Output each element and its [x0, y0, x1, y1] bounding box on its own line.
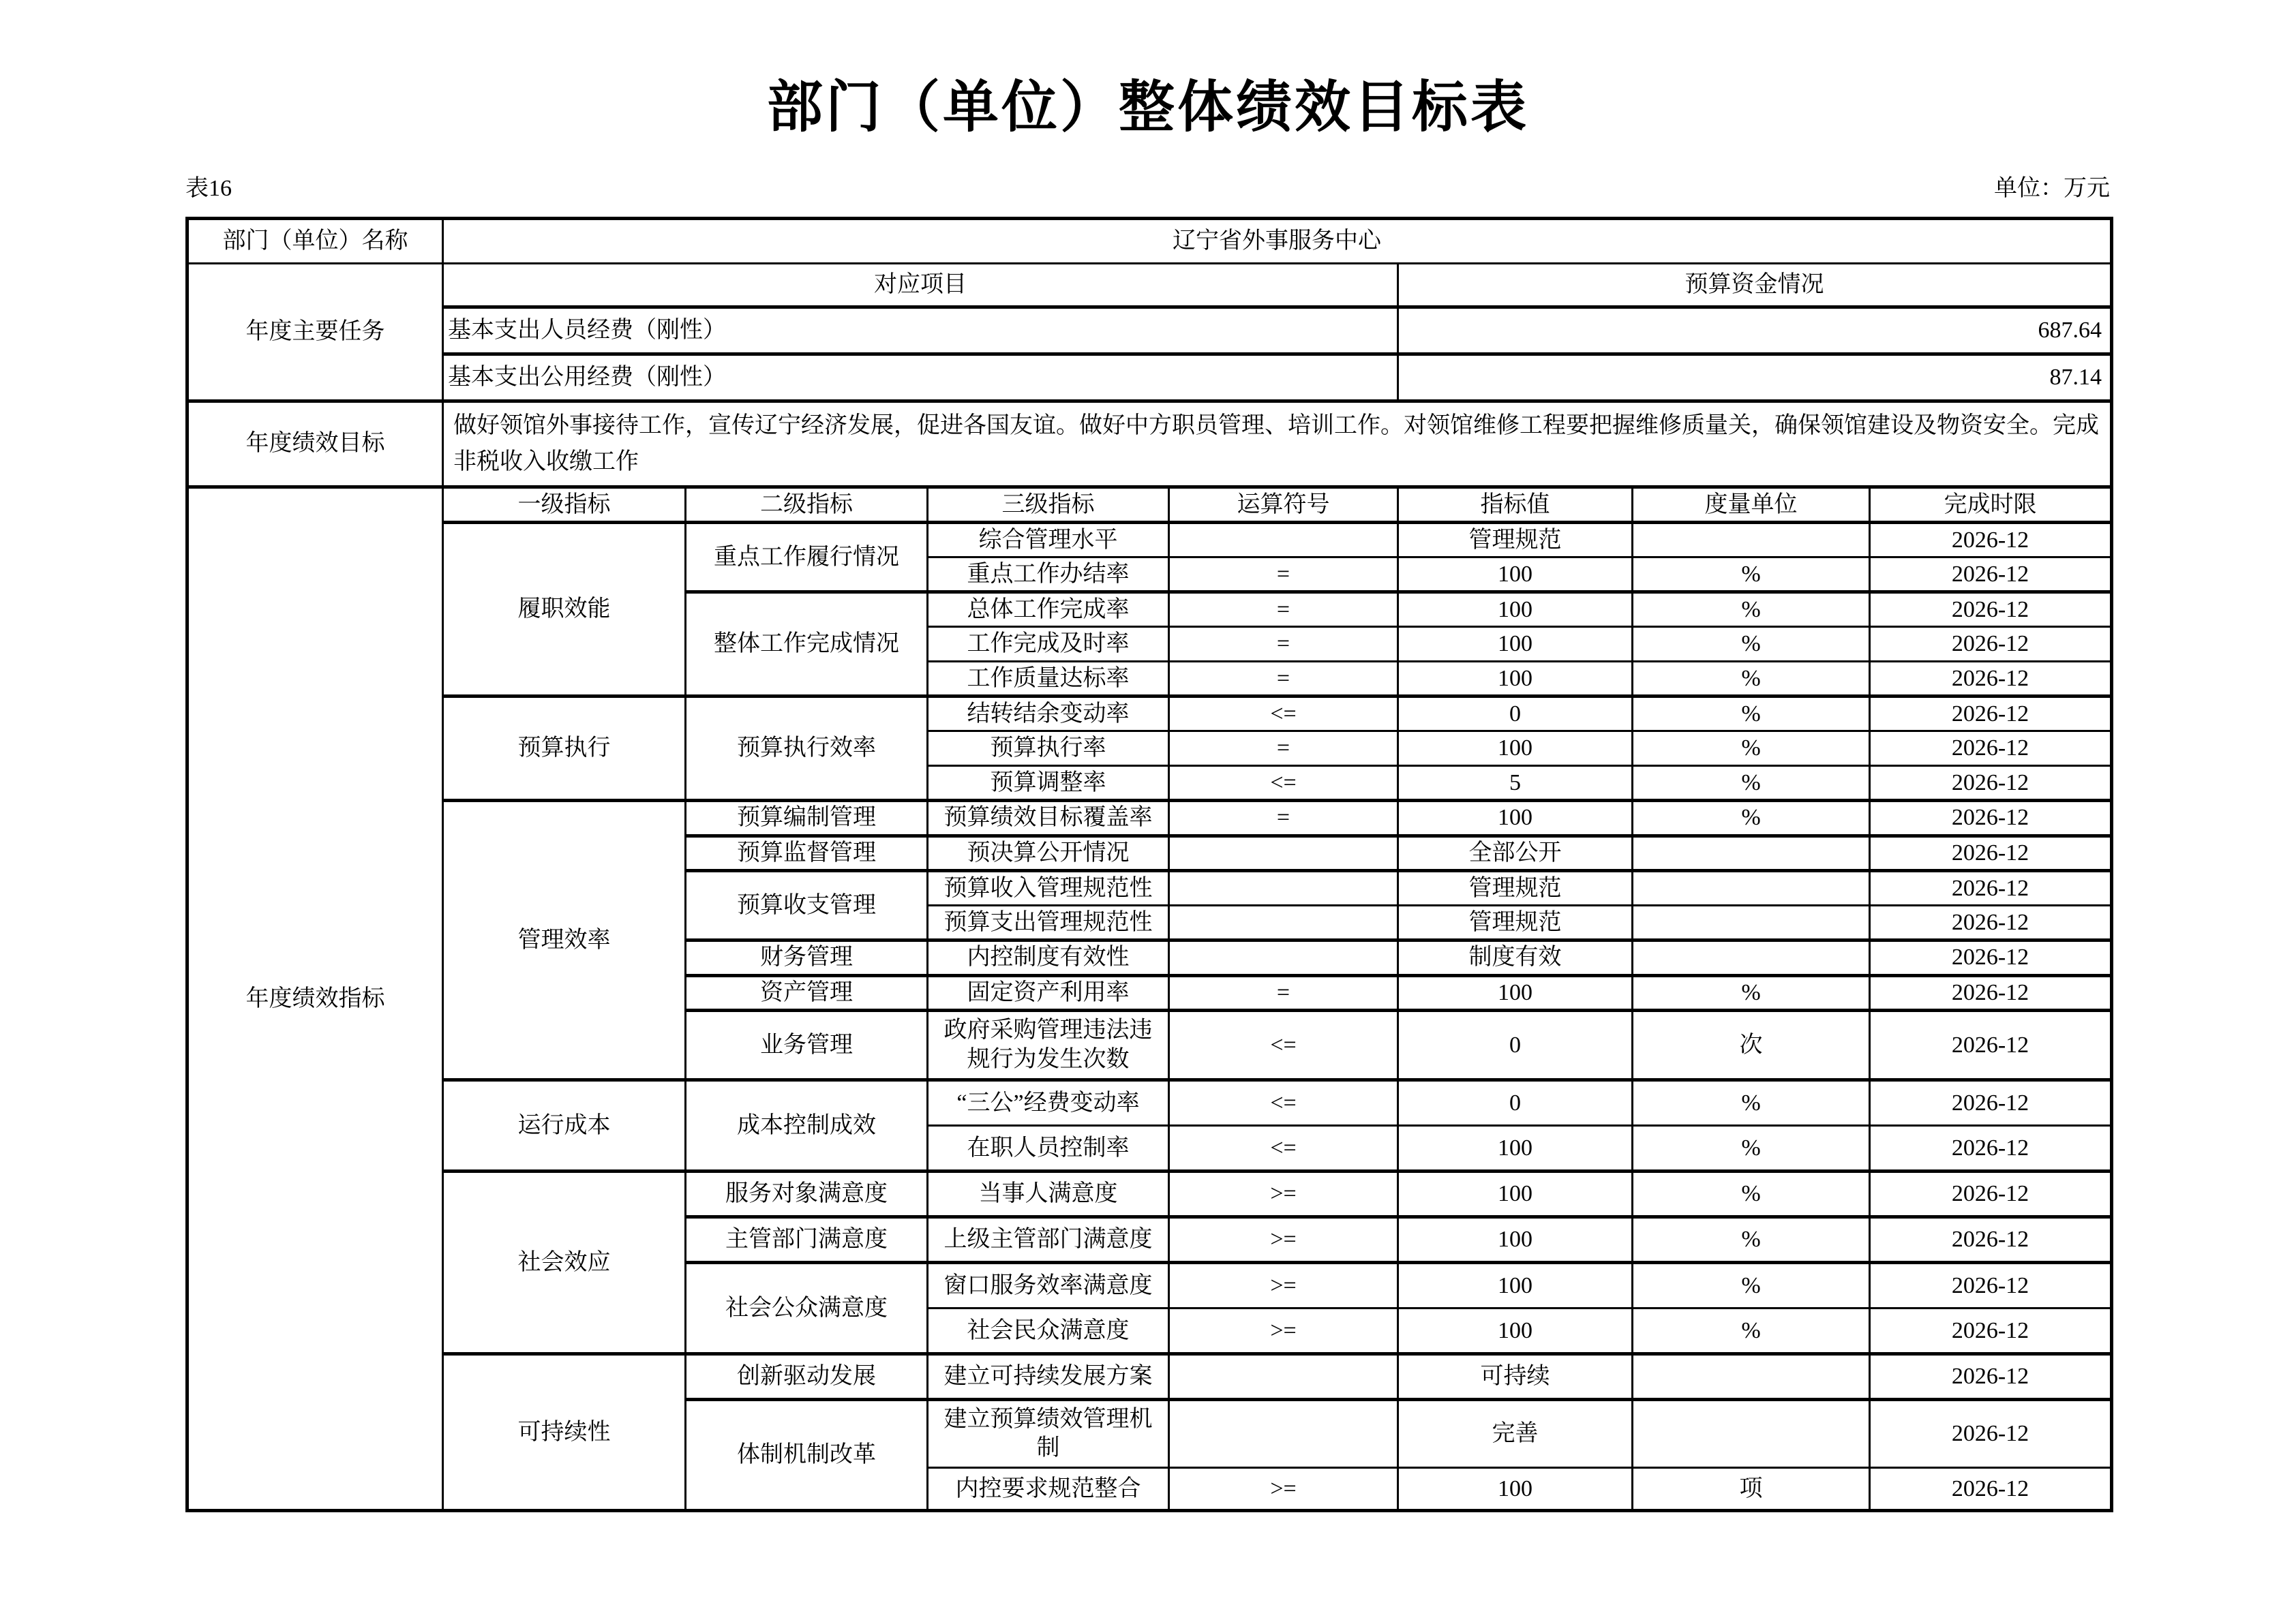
unit: % [1633, 1080, 1870, 1126]
l3-indicator: 政府采购管理违法违规行为发生次数 [928, 1011, 1169, 1080]
l3-indicator: 内控制度有效性 [928, 940, 1169, 976]
target-value: 可持续 [1398, 1354, 1633, 1400]
unit: % [1633, 592, 1870, 627]
goal-text: 做好领馆外事接待工作，宣传辽宁经济发展，促进各国友谊。做好中方职员管理、培训工作。对领馆维修工程要把握维修质量关，确保领馆建设及物资安全。完成非税收入收缴工作 [443, 401, 2112, 487]
task-budget: 87.14 [1398, 354, 2112, 401]
operator: <= [1169, 766, 1398, 801]
l3-indicator: 上级主管部门满意度 [928, 1217, 1169, 1263]
deadline: 2026-12 [1870, 662, 2112, 697]
meta-row [185, 169, 2110, 202]
target-value: 0 [1398, 1011, 1633, 1080]
l2-indicator: 社会公众满意度 [686, 1263, 928, 1354]
dept-name-row [187, 219, 2112, 264]
operator [1169, 871, 1398, 906]
indicator-row [187, 1354, 2112, 1400]
deadline: 2026-12 [1870, 697, 2112, 731]
deadline: 2026-12 [1870, 557, 2112, 592]
col-header-op: 运算符号 [1169, 487, 1398, 523]
operator: >= [1169, 1309, 1398, 1354]
unit: % [1633, 662, 1870, 697]
tasks-label: 年度主要任务 [187, 264, 443, 401]
deadline: 2026-12 [1870, 1126, 2112, 1172]
l2-indicator: 创新驱动发展 [686, 1354, 928, 1400]
unit [1633, 906, 1870, 940]
target-value: 100 [1398, 801, 1633, 836]
l2-indicator: 资产管理 [686, 975, 928, 1011]
deadline: 2026-12 [1870, 940, 2112, 976]
l3-indicator: 预算执行率 [928, 731, 1169, 766]
l3-indicator: 社会民众满意度 [928, 1309, 1169, 1354]
target-value: 100 [1398, 1263, 1633, 1309]
l3-indicator: 结转结余变动率 [928, 697, 1169, 731]
task-project: 基本支出公用经费（刚性） [443, 354, 1398, 401]
unit: % [1633, 801, 1870, 836]
l1-indicator: 社会效应 [443, 1172, 686, 1354]
deadline: 2026-12 [1870, 731, 2112, 766]
l3-indicator: “三公”经费变动率 [928, 1080, 1169, 1126]
target-value: 制度有效 [1398, 940, 1633, 976]
l3-indicator: 在职人员控制率 [928, 1126, 1169, 1172]
unit: % [1633, 1263, 1870, 1309]
deadline: 2026-12 [1870, 975, 2112, 1011]
l1-indicator: 运行成本 [443, 1080, 686, 1172]
task-row [187, 307, 2112, 354]
deadline: 2026-12 [1870, 523, 2112, 557]
l1-indicator: 可持续性 [443, 1354, 686, 1511]
operator: = [1169, 801, 1398, 836]
deadline: 2026-12 [1870, 801, 2112, 836]
unit [1633, 940, 1870, 976]
col-header-deadline: 完成时限 [1870, 487, 2112, 523]
l3-indicator: 工作完成及时率 [928, 627, 1169, 662]
operator [1169, 523, 1398, 557]
indicator-row [187, 801, 2112, 836]
l3-indicator: 综合管理水平 [928, 523, 1169, 557]
target-value: 100 [1398, 1217, 1633, 1263]
target-value: 管理规范 [1398, 906, 1633, 940]
unit [1633, 836, 1870, 871]
unit: 项 [1633, 1468, 1870, 1511]
target-value: 100 [1398, 1126, 1633, 1172]
l2-indicator: 业务管理 [686, 1011, 928, 1080]
unit-note: 单位：万元 [1994, 176, 2110, 201]
col-header-l3: 三级指标 [928, 487, 1169, 523]
dept-name-value: 辽宁省外事服务中心 [443, 219, 2112, 264]
col-header-unit: 度量单位 [1633, 487, 1870, 523]
l2-indicator: 成本控制成效 [686, 1080, 928, 1172]
deadline: 2026-12 [1870, 906, 2112, 940]
unit: % [1633, 627, 1870, 662]
l1-indicator: 预算执行 [443, 697, 686, 801]
l3-indicator: 工作质量达标率 [928, 662, 1169, 697]
l3-indicator: 建立可持续发展方案 [928, 1354, 1169, 1400]
target-value: 全部公开 [1398, 836, 1633, 871]
page-title: 部门（单位）整体绩效目标表 [766, 76, 1529, 138]
operator: = [1169, 975, 1398, 1011]
target-value: 完善 [1398, 1400, 1633, 1468]
target-value: 100 [1398, 731, 1633, 766]
unit: % [1633, 1126, 1870, 1172]
task-row [187, 354, 2112, 401]
unit: % [1633, 731, 1870, 766]
operator [1169, 836, 1398, 871]
target-value: 5 [1398, 766, 1633, 801]
indicator-row [187, 1080, 2112, 1126]
l2-indicator: 财务管理 [686, 940, 928, 976]
unit: % [1633, 975, 1870, 1011]
l2-indicator: 主管部门满意度 [686, 1217, 928, 1263]
operator [1169, 906, 1398, 940]
dept-name-label: 部门（单位）名称 [187, 219, 443, 264]
deadline: 2026-12 [1870, 1172, 2112, 1217]
table-number: 表16 [185, 176, 232, 201]
unit [1633, 1400, 1870, 1468]
l2-indicator: 预算监督管理 [686, 836, 928, 871]
target-value: 100 [1398, 975, 1633, 1011]
l2-indicator: 整体工作完成情况 [686, 592, 928, 697]
operator [1169, 940, 1398, 976]
operator: = [1169, 662, 1398, 697]
indicator-header-row [187, 487, 2112, 523]
target-value: 100 [1398, 592, 1633, 627]
deadline: 2026-12 [1870, 627, 2112, 662]
l3-indicator: 窗口服务效率满意度 [928, 1263, 1169, 1309]
l3-indicator: 总体工作完成率 [928, 592, 1169, 627]
goal-row [187, 401, 2112, 487]
operator: <= [1169, 697, 1398, 731]
l1-indicator: 管理效率 [443, 801, 686, 1080]
deadline: 2026-12 [1870, 1468, 2112, 1511]
deadline: 2026-12 [1870, 1309, 2112, 1354]
indicators-label: 年度绩效指标 [187, 487, 443, 1511]
l2-indicator: 服务对象满意度 [686, 1172, 928, 1217]
col-header-l2: 二级指标 [686, 487, 928, 523]
target-value: 0 [1398, 697, 1633, 731]
target-value: 0 [1398, 1080, 1633, 1126]
operator [1169, 1400, 1398, 1468]
l3-indicator: 预决算公开情况 [928, 836, 1169, 871]
operator: <= [1169, 1011, 1398, 1080]
l1-indicator: 履职效能 [443, 523, 686, 697]
l3-indicator: 预算调整率 [928, 766, 1169, 801]
deadline: 2026-12 [1870, 836, 2112, 871]
operator [1169, 1354, 1398, 1400]
target-value: 100 [1398, 627, 1633, 662]
target-value: 100 [1398, 1468, 1633, 1511]
l3-indicator: 预算收入管理规范性 [928, 871, 1169, 906]
indicator-row [187, 1172, 2112, 1217]
deadline: 2026-12 [1870, 592, 2112, 627]
deadline: 2026-12 [1870, 1354, 2112, 1400]
target-value: 管理规范 [1398, 523, 1633, 557]
target-value: 100 [1398, 1309, 1633, 1354]
l3-indicator: 内控要求规范整合 [928, 1468, 1169, 1511]
deadline: 2026-12 [1870, 1400, 2112, 1468]
unit: % [1633, 1172, 1870, 1217]
indicator-row [187, 523, 2112, 557]
task-project: 基本支出人员经费（刚性） [443, 307, 1398, 354]
unit [1633, 523, 1870, 557]
unit: % [1633, 697, 1870, 731]
operator: >= [1169, 1172, 1398, 1217]
unit [1633, 1354, 1870, 1400]
deadline: 2026-12 [1870, 1011, 2112, 1080]
operator: = [1169, 627, 1398, 662]
operator: >= [1169, 1468, 1398, 1511]
operator: = [1169, 592, 1398, 627]
l3-indicator: 预算绩效目标覆盖率 [928, 801, 1169, 836]
operator: >= [1169, 1263, 1398, 1309]
operator: = [1169, 557, 1398, 592]
l2-indicator: 重点工作履行情况 [686, 523, 928, 592]
col-header-l1: 一级指标 [443, 487, 686, 523]
unit: % [1633, 557, 1870, 592]
col-header-value: 指标值 [1398, 487, 1633, 523]
operator: = [1169, 731, 1398, 766]
l3-indicator: 固定资产利用率 [928, 975, 1169, 1011]
l2-indicator: 预算执行效率 [686, 697, 928, 801]
operator: >= [1169, 1217, 1398, 1263]
operator: <= [1169, 1126, 1398, 1172]
deadline: 2026-12 [1870, 1217, 2112, 1263]
l3-indicator: 当事人满意度 [928, 1172, 1169, 1217]
target-value: 管理规范 [1398, 871, 1633, 906]
deadline: 2026-12 [1870, 766, 2112, 801]
tasks-budget-header: 预算资金情况 [1398, 264, 2112, 307]
l3-indicator: 预算支出管理规范性 [928, 906, 1169, 940]
goal-label: 年度绩效目标 [187, 401, 443, 487]
l2-indicator: 预算编制管理 [686, 801, 928, 836]
l2-indicator: 预算收支管理 [686, 871, 928, 940]
l3-indicator: 重点工作办结率 [928, 557, 1169, 592]
performance-target-table [185, 217, 2113, 1512]
indicator-row [187, 697, 2112, 731]
unit: % [1633, 1309, 1870, 1354]
target-value: 100 [1398, 1172, 1633, 1217]
target-value: 100 [1398, 662, 1633, 697]
unit [1633, 871, 1870, 906]
tasks-project-header: 对应项目 [443, 264, 1398, 307]
deadline: 2026-12 [1870, 1263, 2112, 1309]
target-value: 100 [1398, 557, 1633, 592]
unit: % [1633, 1217, 1870, 1263]
tasks-header-row [187, 264, 2112, 307]
deadline: 2026-12 [1870, 871, 2112, 906]
task-budget: 687.64 [1398, 307, 2112, 354]
unit: % [1633, 766, 1870, 801]
unit: 次 [1633, 1011, 1870, 1080]
deadline: 2026-12 [1870, 1080, 2112, 1126]
operator: <= [1169, 1080, 1398, 1126]
l2-indicator: 体制机制改革 [686, 1400, 928, 1511]
l3-indicator: 建立预算绩效管理机制 [928, 1400, 1169, 1468]
